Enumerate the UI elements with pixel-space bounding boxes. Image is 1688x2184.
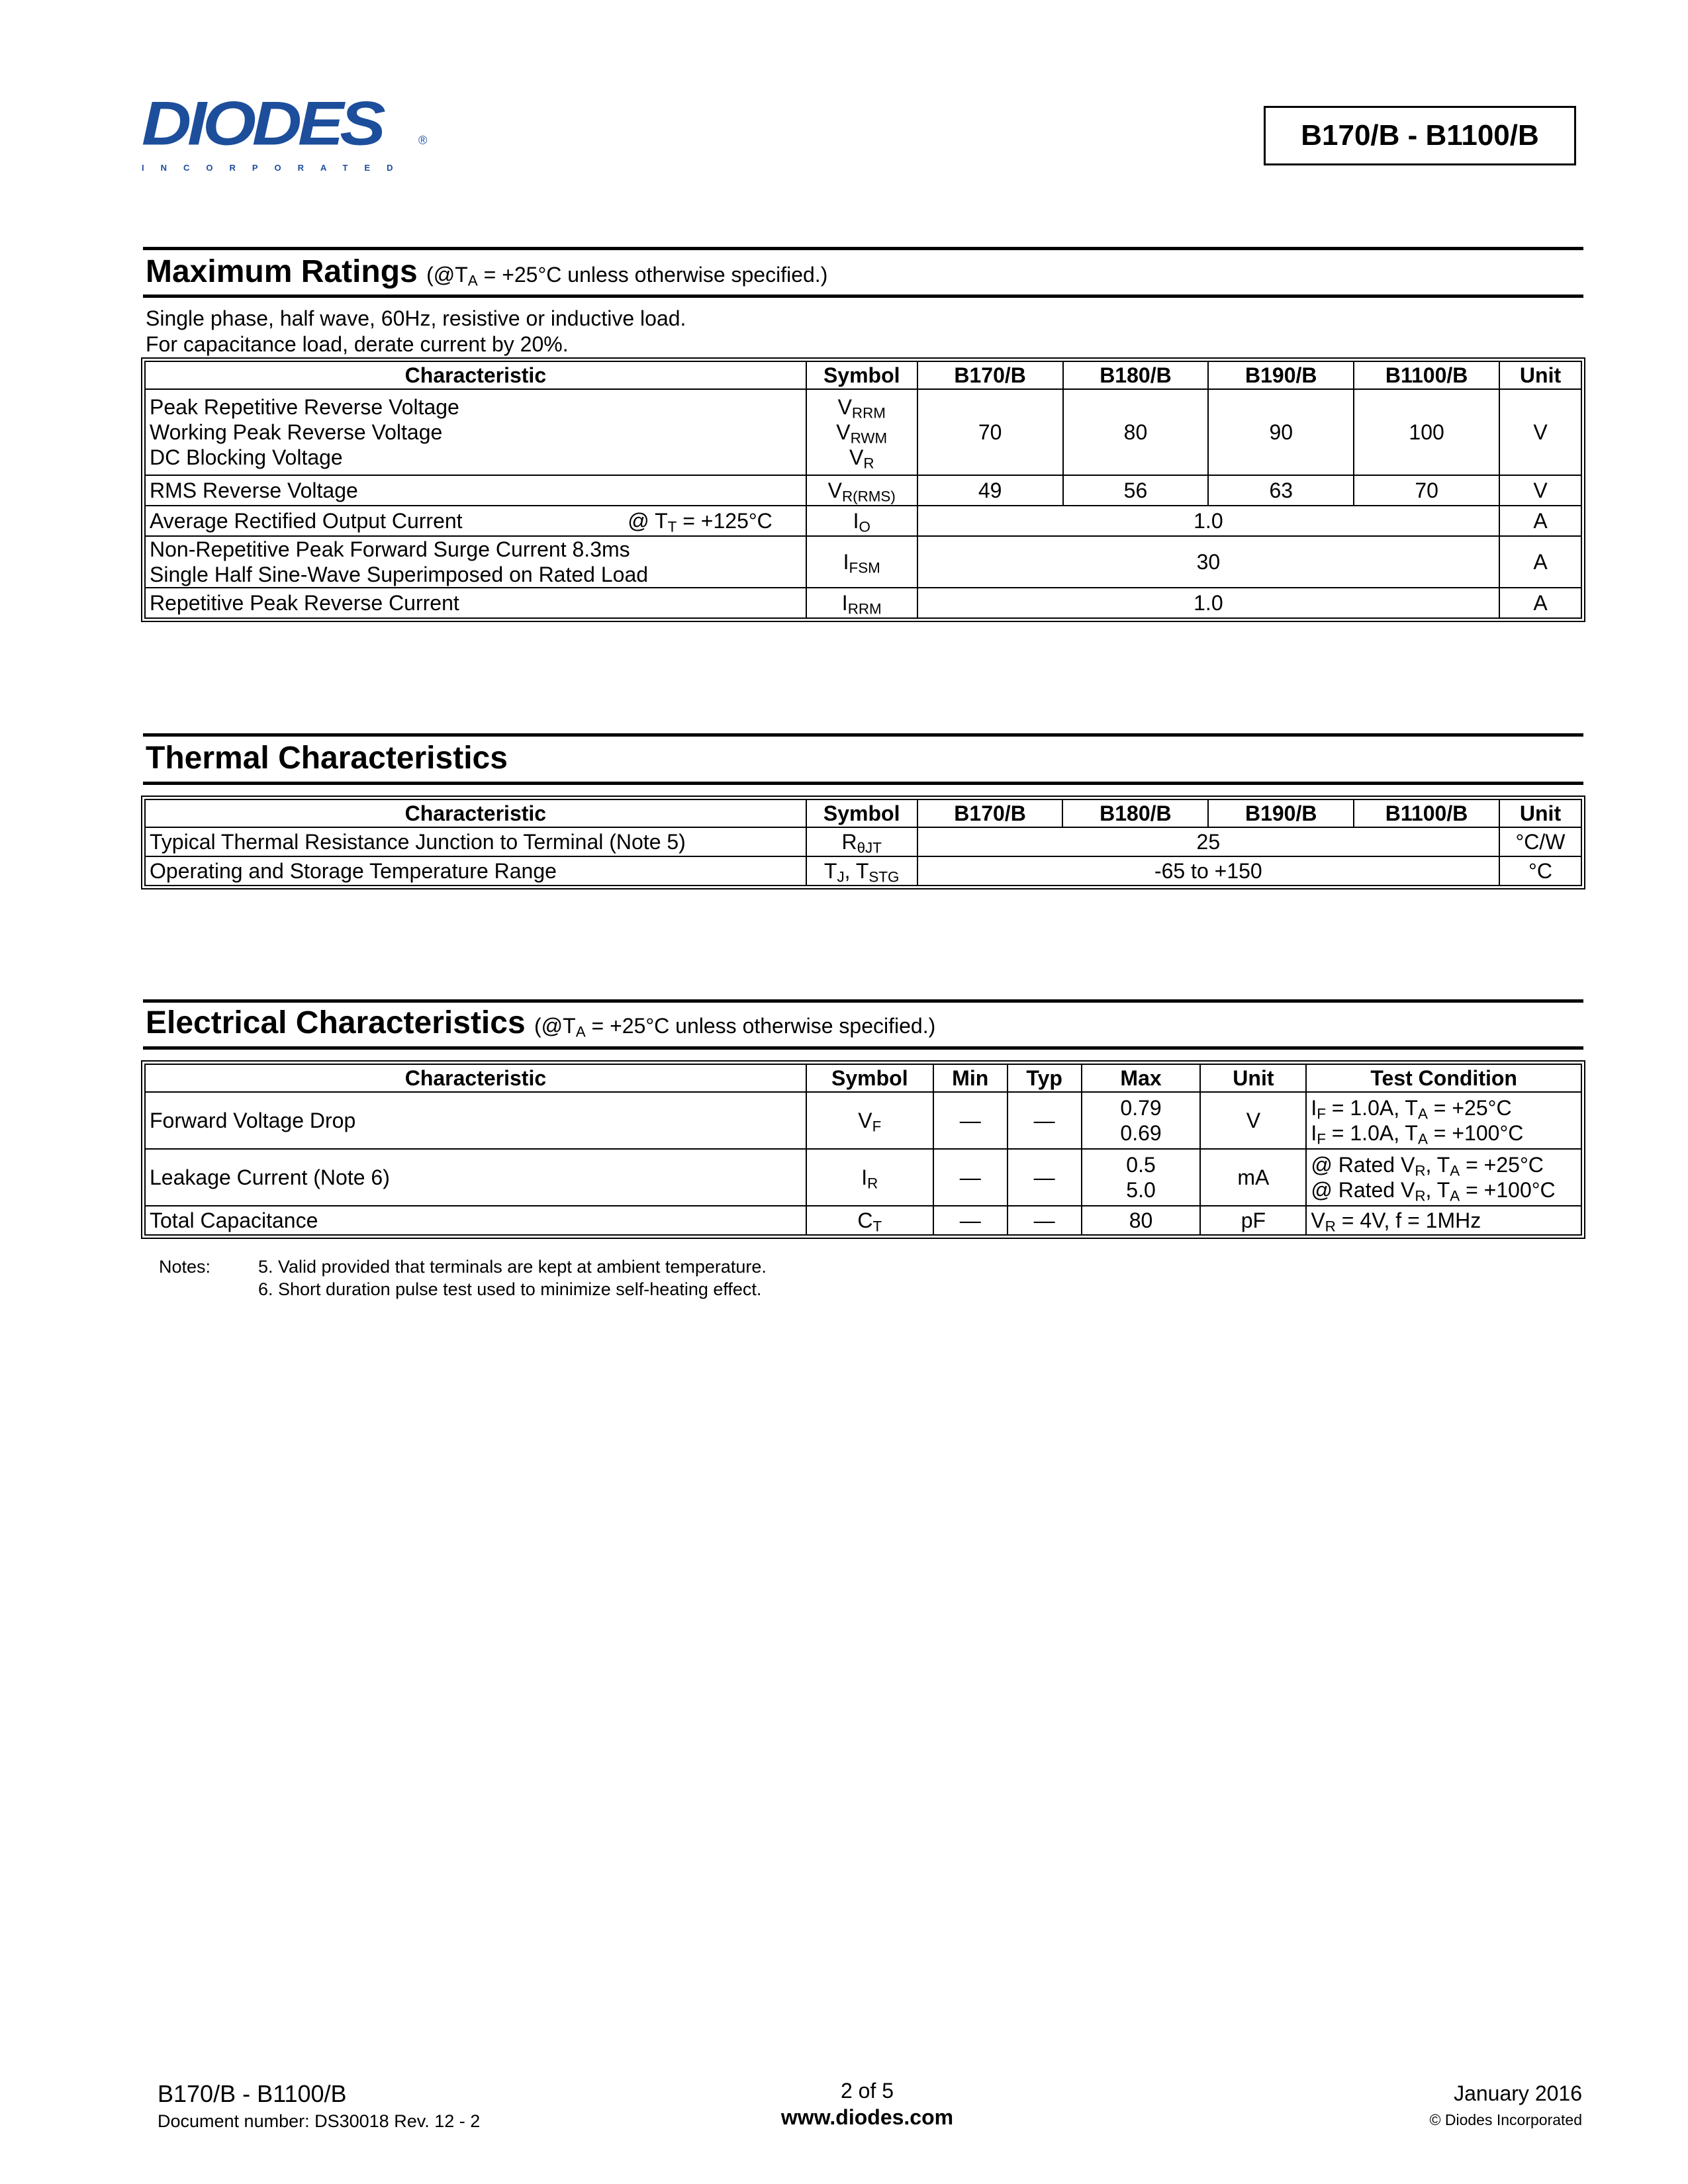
- header-cell: B170/B: [917, 361, 1063, 389]
- unit-cell: pF: [1200, 1206, 1306, 1235]
- table-row: [145, 1149, 1581, 1206]
- table-row: [145, 506, 1581, 536]
- test-condition-cell: $I_F = 1.0A$, $T_A = +25^\circ C$ $I_F = 1.0A$, $T_A = +100^\circ C$: [1306, 1092, 1581, 1149]
- note-line-2: For capacitance load, derate current by 20%.: [146, 332, 569, 356]
- thermal-title: Thermal Characteristics: [146, 741, 508, 776]
- value-cell: 100: [1354, 389, 1499, 475]
- note-line-1: Single phase, half wave, 60Hz, resistive or inductive load.: [146, 306, 686, 330]
- header-cell: Typ: [1008, 1064, 1082, 1092]
- electrical-condition: ($@T_A = +25^\circ C$ unless otherwise specified.): [534, 1014, 936, 1040]
- characteristic-cell: Non-Repetitive Peak Forward Surge Current 8.3ms Single Half Sine-Wave Superimposed on Rated Load: [145, 536, 806, 588]
- max-ratings-condition: ($@T_A = +25^\circ C$ unless otherwise specified.): [426, 263, 828, 289]
- header-cell: Characteristic: [145, 361, 806, 389]
- header-cell: Unit: [1499, 361, 1581, 389]
- typ-cell: —: [1008, 1206, 1082, 1235]
- table-header-row: [145, 1064, 1581, 1092]
- value-cell: 70: [1354, 475, 1499, 506]
- electrical-heading: Electrical Characteristics: [146, 1005, 526, 1040]
- max-cell: 0.79 0.69: [1082, 1092, 1201, 1149]
- unit-cell: V: [1499, 389, 1581, 475]
- electrical-table: [144, 1064, 1582, 1236]
- header-cell: B190/B: [1208, 361, 1354, 389]
- note-6: 6. Short duration pulse test used to minimize self-heating effect.: [258, 1279, 762, 1299]
- table-row: [145, 389, 1581, 475]
- characteristic-cell: RMS Reverse Voltage: [145, 475, 806, 506]
- test-condition-cell: $V_R = 4V$, f = 1MHz: [1306, 1206, 1581, 1235]
- symbol-cell: $V_{R(RMS)}$: [806, 475, 917, 506]
- symbol-cell: $I_{RRM}$: [806, 588, 917, 618]
- header-cell: Unit: [1200, 1064, 1306, 1092]
- characteristic-cell: Repetitive Peak Reverse Current: [145, 588, 806, 618]
- table-row: [145, 1092, 1581, 1149]
- notes-label: Notes:: [159, 1257, 211, 1277]
- min-cell: —: [933, 1206, 1008, 1235]
- characteristic-cell: Typical Thermal Resistance Junction to Terminal (Note 5): [145, 827, 806, 856]
- test-condition-cell: @ Rated $V_R$, $T_A = +25^\circ C$ @ Rated $V_R$, $T_A = +100^\circ C$: [1306, 1149, 1581, 1206]
- symbol-cell: $T_J$, $T_{STG}$: [806, 856, 917, 886]
- value-cell: -65 to +150: [917, 856, 1499, 886]
- header-cell: Characteristic: [145, 799, 806, 827]
- characteristic-cell: Total Capacitance: [145, 1206, 806, 1235]
- unit-cell: °C/W: [1499, 827, 1581, 856]
- electrical-title: [146, 1005, 935, 1041]
- section-rule-bottom: [143, 295, 1583, 298]
- value-cell: 90: [1208, 389, 1354, 475]
- header-cell: Characteristic: [145, 1064, 806, 1092]
- symbol-cell: $V_{RRM}$ $V_{RWM}$ $V_R$: [806, 389, 917, 475]
- table-row: [145, 588, 1581, 618]
- value-cell: 70: [917, 389, 1063, 475]
- header-cell: Min: [933, 1064, 1008, 1092]
- unit-cell: °C: [1499, 856, 1581, 886]
- table-row: [145, 536, 1581, 588]
- section-rule-top: [143, 999, 1583, 1003]
- characteristic-cell: Peak Repetitive Reverse Voltage Working Peak Reverse Voltage DC Blocking Voltage: [145, 389, 806, 475]
- value-cell: 56: [1063, 475, 1209, 506]
- footer-date: January 2016: [1454, 2081, 1582, 2105]
- section-rule-top: [143, 733, 1583, 737]
- value-cell: 25: [917, 827, 1499, 856]
- max-ratings-note: [146, 306, 686, 357]
- thermal-table: [144, 799, 1582, 886]
- header-cell: Symbol: [806, 361, 917, 389]
- header-cell: Max: [1082, 1064, 1201, 1092]
- characteristic-cell: Leakage Current (Note 6): [145, 1149, 806, 1206]
- min-cell: —: [933, 1149, 1008, 1206]
- symbol-cell: $I_{FSM}$: [806, 536, 917, 588]
- typ-cell: —: [1008, 1092, 1082, 1149]
- header-cell: B180/B: [1063, 361, 1209, 389]
- value-cell: 49: [917, 475, 1063, 506]
- section-rule-bottom: [143, 1046, 1583, 1050]
- section-rule-top: [143, 247, 1583, 250]
- section-rule-bottom: [143, 782, 1583, 785]
- value-cell: 1.0: [917, 588, 1499, 618]
- header-cell: Symbol: [806, 799, 917, 827]
- table-header-row: [145, 799, 1581, 827]
- symbol-cell: $V_F$: [806, 1092, 933, 1149]
- characteristic-cell: Operating and Storage Temperature Range: [145, 856, 806, 886]
- value-cell: 63: [1208, 475, 1354, 506]
- value-cell: 30: [917, 536, 1499, 588]
- unit-cell: V: [1200, 1092, 1306, 1149]
- symbol-cell: $I_R$: [806, 1149, 933, 1206]
- table-row: [145, 475, 1581, 506]
- unit-cell: A: [1499, 536, 1581, 588]
- header-cell: Test Condition: [1306, 1064, 1581, 1092]
- symbol-cell: $R_{\theta JT}$: [806, 827, 917, 856]
- header-cell: Unit: [1499, 799, 1581, 827]
- unit-cell: V: [1499, 475, 1581, 506]
- header-cell: B170/B: [917, 799, 1063, 827]
- footer-document-number: Document number: DS30018 Rev. 12 - 2: [158, 2111, 481, 2131]
- header-cell: B180/B: [1062, 799, 1208, 827]
- unit-cell: mA: [1200, 1149, 1306, 1206]
- logo-registered-mark: ®: [418, 134, 428, 147]
- note-5: 5. Valid provided that terminals are kept at ambient temperature.: [258, 1257, 767, 1277]
- max-cell: 0.5 5.0: [1082, 1149, 1201, 1206]
- notes: [159, 1255, 767, 1300]
- logo-word: DIODES: [142, 89, 382, 158]
- table-row: [145, 856, 1581, 886]
- characteristic-cell: Forward Voltage Drop: [145, 1092, 806, 1149]
- typ-cell: —: [1008, 1149, 1082, 1206]
- header-cell: B1100/B: [1354, 799, 1499, 827]
- footer-part-number: B170/B - B1100/B: [158, 2080, 347, 2107]
- unit-cell: A: [1499, 506, 1581, 536]
- max-cell: 80: [1082, 1206, 1201, 1235]
- symbol-cell: $I_O$: [806, 506, 917, 536]
- max-ratings-title: [146, 253, 827, 290]
- logo-subtitle: INCORPORATED: [142, 163, 410, 173]
- footer-page-number: 2 of 5: [840, 2079, 894, 2103]
- value-cell: 1.0: [917, 506, 1499, 536]
- header-cell: B190/B: [1208, 799, 1354, 827]
- unit-cell: A: [1499, 588, 1581, 618]
- header-cell: B1100/B: [1354, 361, 1499, 389]
- symbol-cell: $C_T$: [806, 1206, 933, 1235]
- diodes-logo: [142, 89, 433, 173]
- table-header-row: [145, 361, 1581, 389]
- min-cell: —: [933, 1092, 1008, 1149]
- table-row: [145, 1206, 1581, 1235]
- header-cell: Symbol: [806, 1064, 933, 1092]
- table-row: [145, 827, 1581, 856]
- max-ratings-heading: Maximum Ratings: [146, 254, 418, 289]
- part-number-box: B170/B - B1100/B: [1264, 106, 1576, 165]
- footer-website-link[interactable]: www.diodes.com: [780, 2105, 954, 2129]
- max-ratings-table: [144, 361, 1582, 619]
- footer-copyright: © Diodes Incorporated: [1429, 2111, 1582, 2128]
- characteristic-cell: Average Rectified Output Current @ $T_T = +125^\circ C$: [145, 506, 806, 536]
- value-cell: 80: [1063, 389, 1209, 475]
